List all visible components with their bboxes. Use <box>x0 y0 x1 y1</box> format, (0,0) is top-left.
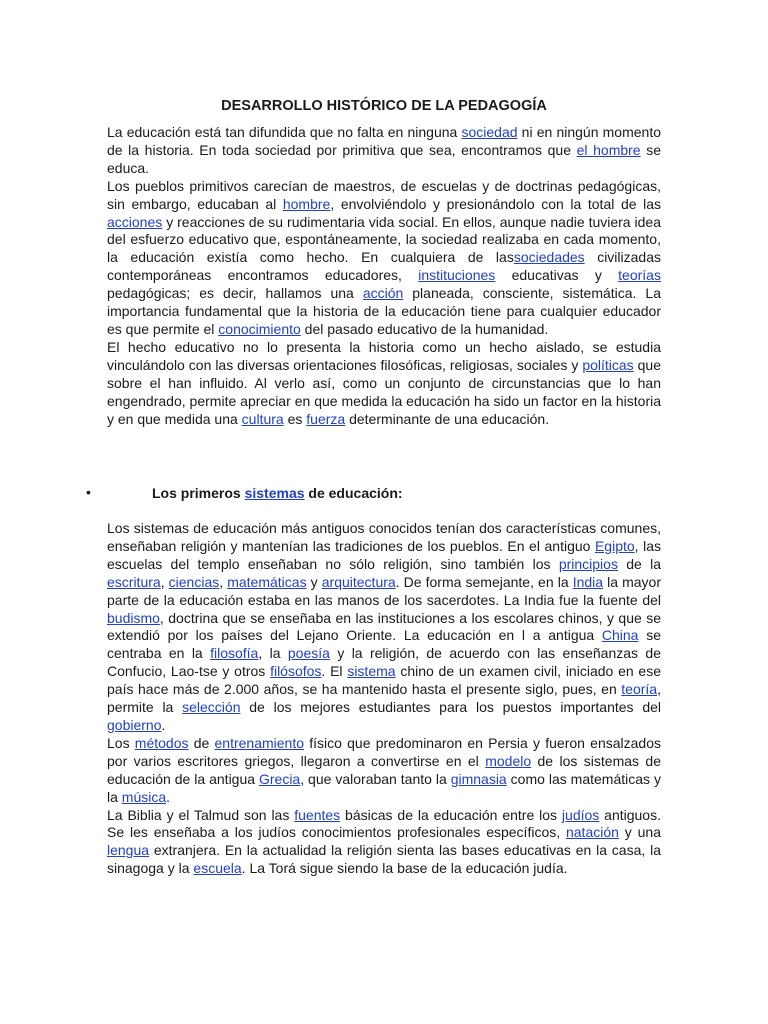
text-run: , que valoraban tanto la <box>300 770 451 787</box>
text-run: extranjera. En la actualidad la religión sienta las bases educativas en la casa, la sinagoga y la <box>107 842 661 877</box>
text-run: antiguos. Se les enseñaba a los judíos conocimientos profesionales específicos, <box>107 806 661 841</box>
text-run: , <box>219 573 228 590</box>
text-run: La Biblia y el Talmud son las <box>107 806 295 823</box>
link-matemáticas[interactable]: matemáticas <box>227 573 307 590</box>
link-el-hombre[interactable]: el hombre <box>576 141 641 158</box>
link-fuentes[interactable]: fuentes <box>294 806 341 823</box>
text-run: que sobre el han influido. Al verlo así, como un conjunto de circunstancias que lo han engendrado, permite apreciar en que medida la educación ha sido un factor en la historia y en que medida una <box>107 356 662 427</box>
text-run: El hecho educativo no lo presenta la historia como un hecho aislado, se estudia vinculándolo con las diversas orientaciones filosóficas, religiosas, sociales y <box>107 338 661 373</box>
text-run: de los sistemas de educación de la antigua <box>107 752 661 787</box>
paragraph <box>107 807 661 879</box>
text-run: determinante de una educación. <box>345 410 550 427</box>
paragraph <box>107 520 661 735</box>
text-run: . De forma semejante, en la <box>395 573 573 590</box>
link-música[interactable]: música <box>121 788 167 805</box>
link-sistema[interactable]: sistema <box>347 663 396 680</box>
text-run: pedagógicas; es decir, hallamos una <box>107 285 363 302</box>
link-filosofía[interactable]: filosofía <box>210 645 259 662</box>
link-conocimiento[interactable]: conocimiento <box>218 320 301 337</box>
link-gimnasia[interactable]: gimnasia <box>450 770 507 787</box>
link-natación[interactable]: natación <box>565 824 619 841</box>
link-grecia[interactable]: Grecia <box>258 770 301 787</box>
text-run: de los mejores estudiantes para los puestos importantes del <box>240 699 661 716</box>
text-run: , envolviéndolo y presionándolo con la total de las <box>330 195 662 212</box>
text-run: es <box>283 410 307 427</box>
link-cultura[interactable]: cultura <box>241 410 284 427</box>
text-run: chino de un examen civil, iniciado en ese país hace más de 2.000 años, se ha mantenido hasta el presente siglo, pues, en <box>107 663 661 698</box>
link-egipto[interactable]: Egipto <box>594 537 635 554</box>
text-run: , la <box>258 645 288 662</box>
text-run: Los pueblos primitivos carecían de maestros, de escuelas y de doctrinas pedagógicas, sin embargo, educaban al <box>107 177 661 212</box>
text-run: se educa. <box>107 141 661 176</box>
text-run: . <box>161 716 166 733</box>
link-políticas[interactable]: políticas <box>582 356 634 373</box>
link-sistemas[interactable]: sistemas <box>244 485 305 501</box>
paragraph <box>107 124 661 178</box>
link-china[interactable]: China <box>601 627 639 644</box>
text-run: civilizadas contemporáneas encontramos educadores, <box>107 249 661 284</box>
link-instituciones[interactable]: instituciones <box>418 267 496 284</box>
text-run: de <box>188 734 215 751</box>
link-métodos[interactable]: métodos <box>134 734 189 751</box>
section-body-block <box>107 520 661 878</box>
text-run: , permite la <box>107 681 661 716</box>
link-sociedades[interactable]: sociedades <box>513 249 585 266</box>
link-lengua[interactable]: lengua <box>107 842 150 859</box>
text-run: y reacciones de su rudimentaria vida social. En ellos, aunque nadie tuviera idea del esfuerzo educativo que, espontáneamente, la sociedad realizaba en cada momento, la educación existía como hecho. En cualquiera de las <box>107 213 661 266</box>
link-teoría[interactable]: teoría <box>621 681 658 698</box>
link-arquitectura[interactable]: arquitectura <box>321 573 396 590</box>
paragraph <box>107 178 661 339</box>
paragraph <box>107 339 661 429</box>
text-run: de educación: <box>304 485 403 501</box>
link-poesía[interactable]: poesía <box>287 645 330 662</box>
text-run: Los primeros <box>152 485 245 501</box>
text-run: Los <box>107 734 135 751</box>
link-gobierno[interactable]: gobierno <box>107 716 162 733</box>
text-run: del pasado educativo de la humanidad. <box>300 320 549 337</box>
text-run: ni en ningún momento de la historia. En toda sociedad por primitiva que sea, encontramos que <box>107 124 661 158</box>
link-acción[interactable]: acción <box>362 285 404 302</box>
text-run: , <box>160 573 169 590</box>
link-entrenamiento[interactable]: entrenamiento <box>214 734 305 751</box>
link-judíos[interactable]: judíos <box>561 806 600 823</box>
link-acciones[interactable]: acciones <box>107 213 163 230</box>
bullet-marker: • <box>86 484 91 500</box>
text-run: planeada, consciente, sistemática. La importancia fundamental que la historia de la educación tiene para cualquier educador es que permite el <box>107 285 661 337</box>
text-run: , las escuelas del templo enseñaban no sólo religión, sino también los <box>107 537 661 572</box>
link-fuerza[interactable]: fuerza <box>306 410 346 427</box>
link-escuela[interactable]: escuela <box>193 860 242 877</box>
text-run: Los sistemas de educación más antiguos conocidos tenían dos características comunes, enseñaban religión y mantenían las tradiciones de los pueblos. En el antiguo <box>107 520 661 554</box>
section-heading <box>152 485 403 502</box>
intro-block <box>107 124 661 428</box>
link-hombre[interactable]: hombre <box>282 195 331 212</box>
document-title: DESARROLLO HISTÓRICO DE LA PEDAGOGÍA <box>221 98 547 114</box>
text-run: de la <box>617 555 662 572</box>
text-run: se centraba en la <box>107 627 661 662</box>
link-ciencias[interactable]: ciencias <box>168 573 220 590</box>
text-run: . La Torá sigue siendo la base de la educación judía. <box>241 860 568 877</box>
text-run: físico que predominaron en Persia y fueron ensalzados por varios escritores griegos, llegaron a convertirse en el <box>107 734 661 769</box>
link-filósofos[interactable]: filósofos <box>270 663 322 680</box>
text-run: , doctrina que se enseñaba en las instituciones a los escolares chinos, y que se extendió por los países del Lejano Oriente. La educación en l a antigua <box>107 609 661 644</box>
link-budismo[interactable]: budismo <box>107 609 160 626</box>
text-run: y la religión, de acuerdo con las enseñanzas de Confucio, Lao-tse y otros <box>107 645 661 680</box>
paragraph <box>107 735 661 807</box>
link-selección[interactable]: selección <box>182 699 241 716</box>
text-run: la mayor parte de la educación estaba en las manos de los sacerdotes. La India fue la fuente del <box>107 573 661 608</box>
link-principios[interactable]: principios <box>558 555 618 572</box>
link-teorías[interactable]: teorías <box>618 267 661 284</box>
text-run: y una <box>618 824 661 841</box>
text-run: y <box>306 573 322 590</box>
text-run: . <box>166 788 171 805</box>
text-run: básicas de la educación entre los <box>340 806 562 823</box>
text-run: como las matemáticas y la <box>107 770 661 805</box>
text-run: . El <box>321 663 348 680</box>
link-india[interactable]: India <box>572 573 604 590</box>
text-run: educativas y <box>495 267 619 284</box>
link-modelo[interactable]: modelo <box>485 752 532 769</box>
link-sociedad[interactable]: sociedad <box>461 124 518 140</box>
text-run: La educación está tan difundida que no falta en ninguna <box>107 124 462 140</box>
link-escritura[interactable]: escritura <box>107 573 161 590</box>
